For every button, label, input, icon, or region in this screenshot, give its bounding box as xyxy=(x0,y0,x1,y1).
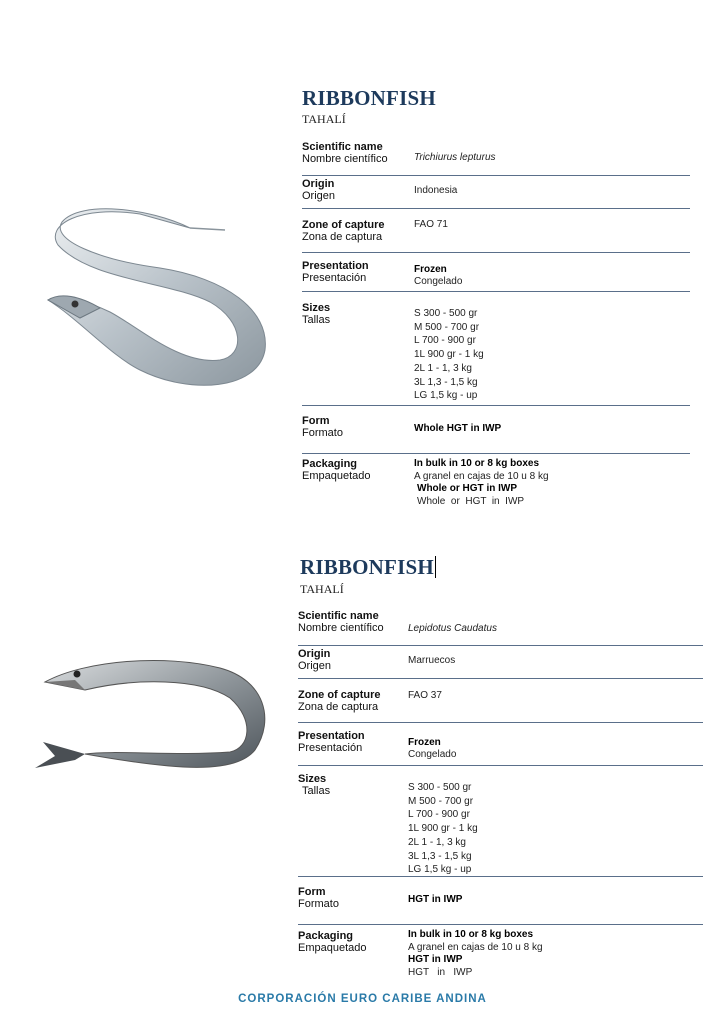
label-packaging: Packaging Empaquetado xyxy=(302,458,371,482)
spec-table xyxy=(298,609,708,989)
divider xyxy=(298,645,703,646)
value-origin: Marruecos xyxy=(408,655,456,666)
value-sizes: S 300 - 500 gr M 500 - 700 gr L 700 - 900 gr 1L 900 gr - 1 kg 2L 1 - 1, 3 kg 3L 1,3 - 1,5 kg LG 1,5 kg - up xyxy=(414,308,484,402)
divider xyxy=(298,678,703,679)
value-origin: Indonesia xyxy=(414,185,458,196)
divider xyxy=(302,208,690,209)
divider xyxy=(298,765,703,766)
divider xyxy=(298,924,703,925)
label-sizes: Sizes Tallas xyxy=(298,773,331,797)
value-zone-of-capture: FAO 37 xyxy=(408,690,442,701)
divider xyxy=(302,252,690,253)
label-scientific-name: Scientific name Nombre científico xyxy=(298,610,384,634)
text-cursor xyxy=(435,556,436,578)
value-presentation: Frozen Congelado xyxy=(408,737,457,760)
divider xyxy=(302,405,690,406)
label-zone-of-capture: Zone of capture Zona de captura xyxy=(302,219,385,243)
label-origin: Origin Origen xyxy=(302,178,336,202)
value-form: HGT in IWP xyxy=(408,894,463,905)
divider xyxy=(302,291,690,292)
value-zone-of-capture: FAO 71 xyxy=(414,219,448,230)
value-sizes: S 300 - 500 gr M 500 - 700 gr L 700 - 900 gr 1L 900 gr - 1 kg 2L 1 - 1, 3 kg 3L 1,3 - 1,5 kg LG 1,5 kg - up xyxy=(408,782,478,876)
label-zone-of-capture: Zone of capture Zona de captura xyxy=(298,689,381,713)
divider xyxy=(302,453,690,454)
value-packaging: In bulk in 10 or 8 kg boxes A granel en cajas de 10 u 8 kg Whole or HGT in IWP Whole or HGT in IWP xyxy=(414,458,549,507)
product-title: RIBBONFISH xyxy=(302,86,436,110)
divider xyxy=(298,722,703,723)
divider xyxy=(302,175,690,176)
label-scientific-name: Scientific name Nombre científico xyxy=(302,141,388,165)
label-presentation: Presentation Presentación xyxy=(298,730,365,754)
label-sizes: Sizes Tallas xyxy=(302,302,331,326)
ribbonfish-photo-2 xyxy=(25,650,275,790)
product-title: RIBBONFISH xyxy=(300,555,434,579)
divider xyxy=(298,876,703,877)
product-subtitle: TAHALÍ xyxy=(302,112,346,126)
value-packaging: In bulk in 10 or 8 kg boxes A granel en cajas de 10 u 8 kg HGT in IWP HGT in IWP xyxy=(408,929,543,978)
value-form: Whole HGT in IWP xyxy=(414,423,502,434)
value-presentation: Frozen Congelado xyxy=(414,264,463,287)
ribbonfish-photo-1 xyxy=(40,200,280,400)
label-packaging: Packaging Empaquetado xyxy=(298,930,367,954)
spec-table xyxy=(302,140,692,520)
label-form: Form Formato xyxy=(302,415,343,439)
label-origin: Origin Origen xyxy=(298,648,332,672)
label-form: Form Formato xyxy=(298,886,339,910)
value-scientific-name: Lepidotus Caudatus xyxy=(408,623,497,634)
label-presentation: Presentation Presentación xyxy=(302,260,369,284)
value-scientific-name: Trichiurus lepturus xyxy=(414,152,496,163)
company-footer: CORPORACIÓN EURO CARIBE ANDINA xyxy=(238,993,487,1005)
product-subtitle: TAHALÍ xyxy=(300,582,344,596)
